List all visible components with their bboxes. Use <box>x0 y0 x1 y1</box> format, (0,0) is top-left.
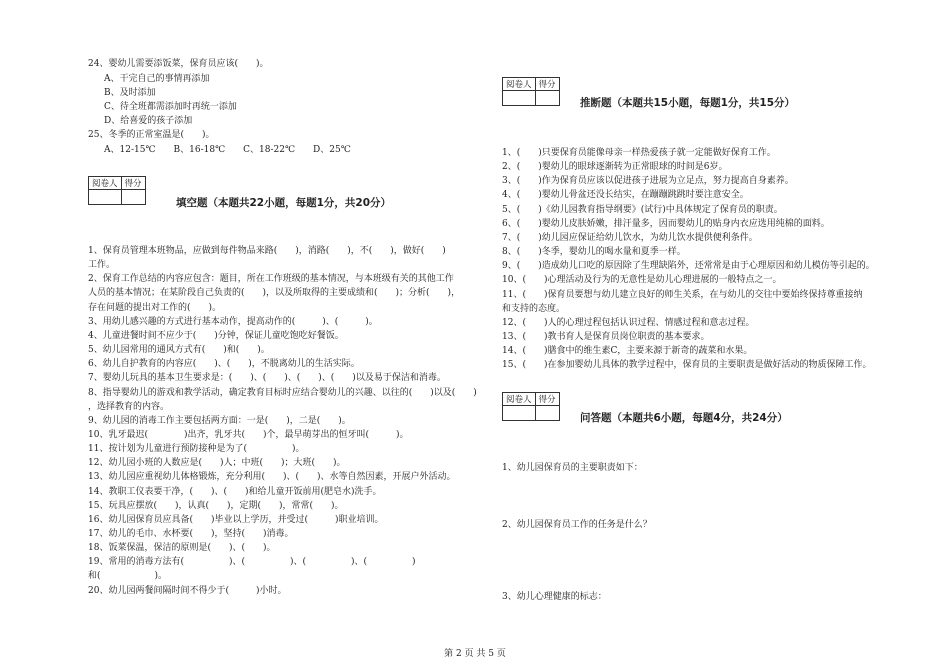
fill-question-line: 15、玩具应摆放( )，认真( )，定期( )，常常( )。 <box>88 500 344 511</box>
judge-question-line: 5、( )《幼儿园教育指导纲要》(试行)中具体规定了保育员的职责。 <box>502 204 783 215</box>
score-box-judge <box>502 77 560 106</box>
fill-question-line: 人员的基本情况；在某阶段自己负责的( )，以及所取得的主要成绩和( )；分析( )， <box>88 288 461 299</box>
judge-question-line: 7、( )幼儿园应保证给幼儿饮水，为幼儿饮水提供便利条件。 <box>502 232 758 243</box>
judge-question-line: 12、( )人的心理过程包括认识过程、情感过程和意志过程。 <box>502 317 755 328</box>
qa-question-3: 3、幼儿心理健康的标志： <box>502 592 607 602</box>
judge-question-line: 15、( )在参加婴幼儿具体的教学过程中，保育员的主要职责是做好活动的物质保障工作。 <box>502 360 872 371</box>
judge-question-line: 4、( )婴幼儿骨盆还没长结实，在蹦蹦跳跳时要注意安全。 <box>502 190 749 201</box>
q24-option-c: C、待全班都需添加时再统一添加 <box>104 102 237 112</box>
score-label: 得分 <box>121 177 145 190</box>
fill-question-line: 7、婴幼儿玩具的基本卫生要求是：( )、( )、( )、( )以及易于保洁和消毒。 <box>88 373 446 384</box>
fill-question-line: 2、保育工作总结的内容应包含：题目，所在工作班级的基本情况，与本班级有关的其他工作 <box>88 274 454 285</box>
reviewer-label: 阅卷人 <box>503 78 536 91</box>
judge-question-line: 2、( )婴幼儿的眼球逐渐转为正常眼球的时间是6岁。 <box>502 162 728 173</box>
fill-question-line: 5、幼儿园常用的通风方式有( )和( )。 <box>88 345 270 356</box>
fill-question-line: 18、饭菜保温，保洁的原则是( )、( )。 <box>88 543 276 554</box>
fill-question-line: 4、儿童进餐时间不应少于( )分钟，保证儿童吃饱吃好餐饭。 <box>88 330 344 341</box>
fill-question-line: 11、按计划为儿童进行预防接种是为了( )。 <box>88 444 305 455</box>
qa-section-title: 问答题（本题共6小题，每题4分，共24分） <box>580 412 788 424</box>
fill-question-line: 工作。 <box>88 260 116 271</box>
fill-question-line: 12、幼儿园小班的人数应是( )人；中班( )；大班( )。 <box>88 458 346 469</box>
judge-question-line: 1、( )只要保育员能像母亲一样热爱孩子就一定能做好保育工作。 <box>502 148 776 158</box>
judge-question-line: 10、( )心理活动及行为的无意性是幼儿心理进展的一般特点之一。 <box>502 275 782 286</box>
judge-question-line: 8、( )冬季，婴幼儿的喝水量和夏季一样。 <box>502 247 686 258</box>
score-label: 得分 <box>535 78 559 91</box>
fill-question-line: 16、幼儿园保育员应具备( )毕业以上学历，并受过( )职业培训。 <box>88 514 384 525</box>
qa-question-2: 2、幼儿园保育员工作的任务是什么？ <box>502 520 652 530</box>
q24-option-a: A、干完自己的事情再添加 <box>104 74 210 84</box>
judge-question-line: 13、( )教书育人是保育员岗位职责的基本要求。 <box>502 331 710 342</box>
page-footer: 第 2 页 共 5 页 <box>444 649 506 659</box>
q25-options: A、12-15℃ B、16-18℃ C、18-22℃ D、25℃ <box>104 145 351 155</box>
fill-question-line: ，选择教育的内容。 <box>88 401 170 412</box>
fill-question-line: 1、保育员管理本班物品，应做到每件物品来路( )，消路( )，不( )，做好( ) <box>88 246 446 256</box>
judge-question-line: 和支持的态度。 <box>502 303 566 314</box>
question-25: 25、冬季的正常室温是( )。 <box>88 130 215 140</box>
q24-option-b: B、及时添加 <box>104 88 156 98</box>
fill-section-title: 填空题（本题共22小题，每题1分，共20分） <box>176 197 392 209</box>
judge-question-line: 14、( )膳食中的维生素C，主要来源于新奇的蔬菜和水果。 <box>502 346 753 357</box>
fill-question-line: 13、幼儿园应重视幼儿体格锻炼，充分利用( )、( )、水等自然因素，开展户外活动。 <box>88 472 456 483</box>
fill-question-line: 10、乳牙最迟( )出齐，乳牙共( )个，最早萌芽出的恒牙叫( )。 <box>88 429 409 440</box>
judge-question-line: 6、( )婴幼儿皮肤娇嫩，排汗量多，因而婴幼儿的贴身内衣应选用纯棉的面料。 <box>502 218 830 229</box>
judge-section-title: 推断题（本题共15小题，每题1分，共15分） <box>580 97 796 109</box>
fill-question-line: 8、指导婴幼儿的游戏和教学活动，确定教育目标时应结合婴幼儿的兴趣、以往的( )以及( ) <box>88 387 477 398</box>
fill-question-line: 20、幼儿园两餐间隔时间不得少于( )小时。 <box>88 585 287 596</box>
score-label: 得分 <box>535 393 559 406</box>
q24-option-d: D、给喜爱的孩子添加 <box>104 116 193 126</box>
fill-question-line: 6、幼儿自护教育的内容应( )、( )，不脱离幼儿的生活实际。 <box>88 359 360 370</box>
score-box-fill <box>88 176 146 205</box>
fill-question-line: 3、用幼儿感兴趣的方式进行基本动作，提高动作的( )、( )。 <box>88 316 378 327</box>
judge-question-line: 11、( )保育员要想与幼儿建立良好的师生关系，在与幼儿的交往中要始终保持尊重接纳 <box>502 289 863 300</box>
judge-question-line: 3、( )作为保育员应该以促进孩子进展为立足点，努力提高自身素养。 <box>502 176 794 187</box>
score-box-qa <box>502 392 560 421</box>
fill-question-line: 19、常用的消毒方法有( )、( )、( )、( ) <box>88 557 416 568</box>
fill-question-line: 9、幼儿园的消毒工作主要包括两方面：一是( )，二是( )。 <box>88 415 351 426</box>
question-24: 24、婴幼儿需要添饭菜，保育员应该( )。 <box>88 59 269 69</box>
fill-question-line: 存在问题的提出对工作的( )。 <box>88 302 222 313</box>
fill-question-line: 和( )。 <box>88 571 168 582</box>
qa-question-1: 1、幼儿园保育员的主要职责如下： <box>502 463 643 473</box>
judge-question-line: 9、( )造成幼儿口吃的原因除了生理缺陷外，还常常是由于心理原因和幼儿模仿等引起的。 <box>502 261 875 272</box>
reviewer-label: 阅卷人 <box>503 393 536 406</box>
reviewer-label: 阅卷人 <box>89 177 122 190</box>
fill-question-line: 14、教职工仪表要干净，( )、( )和给儿童开饭前用(肥皂水)洗手。 <box>88 486 382 497</box>
fill-question-line: 17、幼儿的毛巾、水杯要( )，坚持( )消毒。 <box>88 529 294 539</box>
